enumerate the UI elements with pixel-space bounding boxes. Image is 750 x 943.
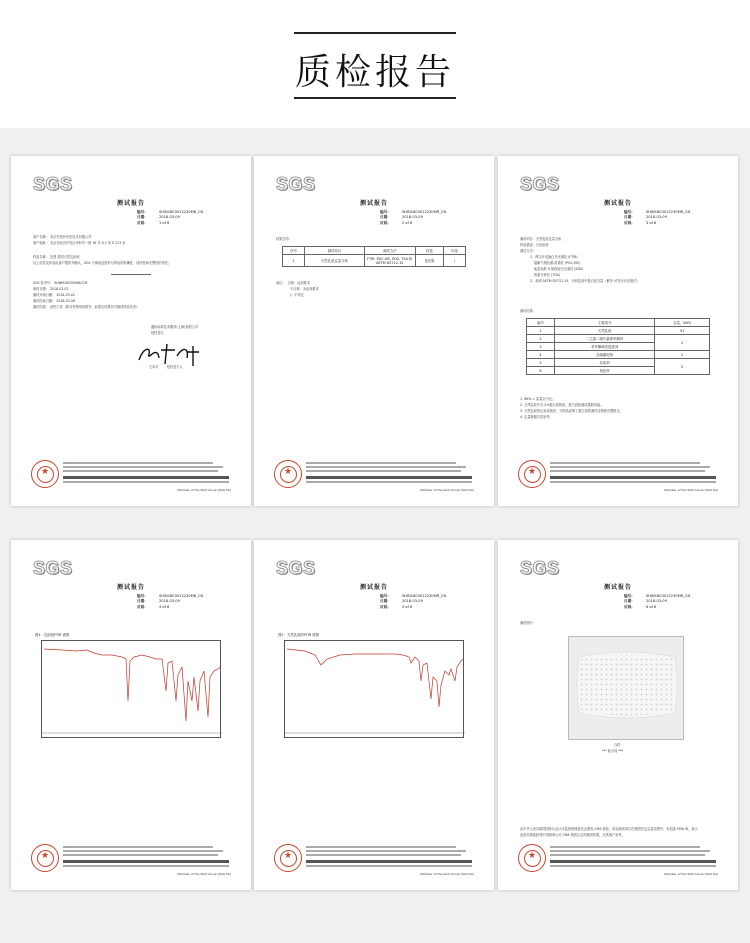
seal-icon: ★ [31,844,59,872]
report-title: 测试报告 [603,200,632,207]
report-page-2[interactable] [254,156,494,506]
footer-member: Member of the SGS Group (SGS SA) [177,488,231,492]
footer-member: Member of the SGS Group (SGS SA) [420,488,474,492]
sgs-logo: SGS [276,558,316,578]
photo-caption: 测试照片： [520,621,536,625]
info-block: SGS 参考号： SHNM18030096CCM 收样日期： 2018-03-02 测试开始日期： 2018-03-02 测试结束日期： 2018-03-08 测试结果： 请见下页（除另有特别说明外，此报告结果仅对测试样品负责） [33,281,140,309]
spectrum-caption: 图2：天然乳胶的FTIR 谱图 [278,633,320,637]
title-rule-bottom [294,97,456,99]
report-page-5[interactable] [254,540,494,890]
photo-label: 白样 [614,743,621,747]
summary-caption: 结果总结： [276,237,292,241]
sgs-logo: SGS [276,174,316,194]
report-title: 测试报告 [116,584,145,591]
sample-block: 样品名称： 宏建 泰国天然乳胶枕 以上信息及样品由客户提供并确认，SGS 不承担此资料与样品的准确性、适用性和完整性的责任。 [33,255,172,265]
title-rule-top [294,32,456,34]
summary-notes: 备注： 合格：达到要求 不合格：未达到要求 /：不判定 [276,281,319,297]
seal-icon: ★ [518,844,546,872]
page-footer [274,460,474,492]
sample-photo [568,636,684,740]
footer-member: Member of the SGS Group (SGS SA) [664,872,718,876]
report-meta: 编号： SHIN1803012230MR_CN 日期： 2018-03-09 页码： 6 of 6 [624,594,691,609]
page-footer [518,844,718,876]
page-footer [31,844,231,876]
report-page-4[interactable] [11,540,251,890]
cma-note: 由中华人民共和国国家认证认可监督管理委员会颁发 CMA 资质，其余测试项目在我国法定定量范围外，未加盖 CMA 章，表示 此类结果能获得中国国家认可 CMA 资质认定的测试结果，仅供客户参考。 [520,827,698,837]
report-page-3[interactable] [498,156,738,506]
photo-sublabel: *** 胶合同 *** [602,749,624,753]
page-header [0,0,750,128]
report-title: 测试报告 [359,584,388,591]
sgs-logo: SGS [33,558,73,578]
pillow-image [569,637,685,741]
report-title: 测试报告 [359,200,388,207]
report-meta: 编号： SHIN1803012230MR_CN 日期： 2018-03-09 页码： 3 of 6 [624,210,691,225]
spectrum-line [44,649,220,721]
signature-company: 通标标准技术服务(上海)有限公司 授权签名 [151,325,199,335]
seal-icon: ★ [274,460,302,488]
applicant-block: 客户名称： 北京安美伊安医技术有限公司 客户地址： 北京市经济开发区环科中一街 18 号 6 C 所 E 213 室 [33,235,126,245]
seal-icon: ★ [518,460,546,488]
seal-icon: ★ [274,844,302,872]
report-title: 测试报告 [116,200,145,207]
test-description: 测试项目：天然乳胶定量分析 样品描述：白色胶枕 测试方法： 1、傅立叶变换红外光谱仪 (FTIR) 裂解气相色谱-质谱仪 (PGC-MS) 能量色散 X 射线荧光光谱仪 (EDX) 热重分析仪 (TGA) 2、参照 ASTM D5712-15，分析乳胶中蛋白质含量（紫外-可见分光光度法） [520,237,640,283]
report-page-6[interactable] [498,540,738,890]
page-footer [31,460,231,492]
page-title: 质检报告 [294,52,455,93]
page-footer [274,844,474,876]
divider [111,274,151,275]
summary-table: 序号 测试项目 测试方法 结论 结论 1 天然乳胶定量分析 FTIR, PGC-MS, EDX, TSA 和 ASTM D5712-15 见结果 / [282,246,466,267]
sgs-logo: SGS [33,174,73,194]
sgs-logo: SGS [520,558,560,578]
signer-line: 王凤平 授权签字人 [149,365,183,369]
report-meta: 编号： SHIN1803012230MR_CN 日期： 2018-03-09 页码： 1 of 6 [137,210,204,225]
report-meta: 编号： SHIN1803012230MR_CN 日期： 2018-03-09 页码： 4 of 6 [137,594,204,609]
spectrum-line [287,649,463,707]
result-caption: 测试结果： [520,309,536,313]
footer-member: Member of the SGS Group (SGS SA) [420,872,474,876]
report-meta: 编号： SHIN1803012230MR_CN 日期： 2018-03-09 页码： 5 of 6 [380,594,447,609]
report-page-1[interactable] [11,156,251,506]
spectrum-caption: 图1：乳胶枕FTIR 谱图 [35,633,70,637]
seal-icon: ★ [31,460,59,488]
sgs-logo: SGS [520,174,560,194]
footer-member: Member of the SGS Group (SGS SA) [664,488,718,492]
report-meta: 编号： SHIN1803012230MR_CN 日期： 2018-03-09 页码： 2 of 6 [380,210,447,225]
page-footer [518,460,718,492]
footer-member: Member of the SGS Group (SGS SA) [177,872,231,876]
ftir-spectrum-chart [284,640,464,738]
result-table: 编号 主要成分 含量，Wt% 1 天然乳胶 91 2 二乙基二硫代氨基甲酸锌 2 3 苯并噻唑类促进剂 4 含硫碳化物 2 5 抗氧剂 5 6 氧化锌 [526,318,710,375]
result-notes: 1. Wt% = 质量百分比。 2. 天然乳胶中含 2%蛋白质物质，蛋白质检测成果数均值。 3. 天然乳胶常记录或测试，分样品说明了蛋白质的测试过程和完整报告。 4. 定量数据仅供参考。 [520,397,623,419]
report-title: 测试报告 [603,584,632,591]
ftir-spectrum-chart [41,640,221,738]
